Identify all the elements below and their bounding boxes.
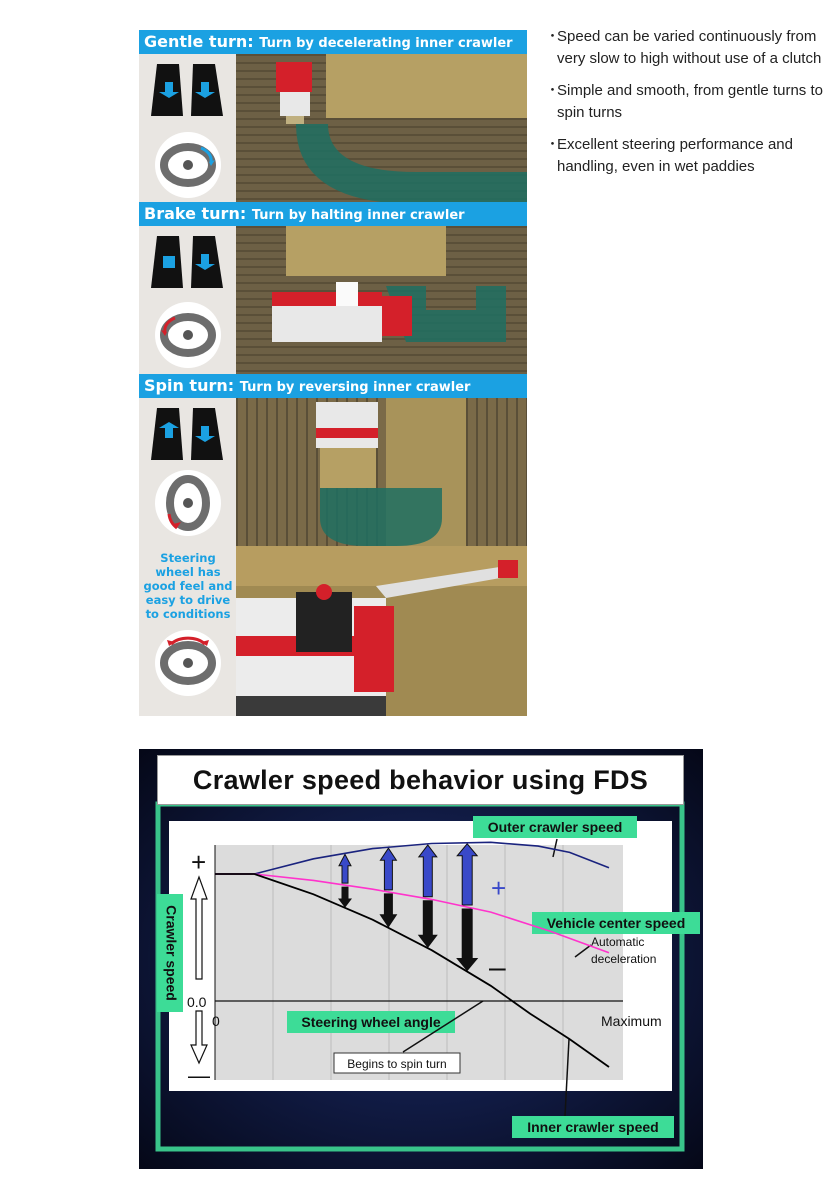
slide-title: Crawler speed behavior using FDS bbox=[192, 765, 649, 795]
spin-turn-subtitle: Turn by reversing inner crawler bbox=[239, 380, 471, 395]
gentle-turn-photo bbox=[236, 54, 527, 202]
y-plus-sign: + bbox=[191, 847, 207, 877]
speed-difference-arrows bbox=[339, 844, 477, 971]
inner-speed-arrow bbox=[339, 887, 351, 907]
feature-list bbox=[543, 26, 833, 188]
xlabel-box bbox=[287, 1011, 455, 1033]
x-origin-label: 0 bbox=[212, 1013, 220, 1029]
y-minus-sign: — bbox=[188, 1063, 210, 1088]
list-item: ・ Simple and smooth, from gentle turns to spin turns bbox=[545, 82, 823, 121]
outer-crawler-line bbox=[215, 842, 609, 874]
chart-series bbox=[215, 842, 609, 1067]
y-zero-label: 0.0 bbox=[187, 994, 207, 1010]
turn-illustration-panel bbox=[139, 30, 527, 716]
spin-turn-header bbox=[139, 374, 527, 398]
center-label-box bbox=[532, 912, 700, 934]
auto-decel-label-line2: deceleration bbox=[591, 952, 657, 966]
y-axis-arrow-icon bbox=[191, 877, 207, 1063]
gentle-turn-subtitle: Turn by decelerating inner crawler bbox=[259, 36, 513, 51]
steering-note: Steering wheel has good feel and easy to drive to conditions bbox=[143, 551, 233, 621]
brake-turn-header bbox=[139, 202, 527, 226]
center-label: Vehicle center speed bbox=[546, 915, 686, 931]
crawler-pair-icon bbox=[149, 406, 227, 462]
inner-speed-arrow bbox=[380, 894, 396, 927]
combine-harvester-photo bbox=[236, 546, 527, 716]
x-axis-label: Steering wheel angle bbox=[301, 1014, 441, 1030]
steering-wheel-icon bbox=[155, 132, 221, 198]
gentle-turn-title: Gentle turn: bbox=[144, 32, 254, 51]
spin-turn-controls bbox=[139, 398, 236, 546]
spin-turn-photo bbox=[236, 398, 527, 546]
outer-speed-arrow bbox=[419, 845, 437, 897]
list-item: ・ Speed can be varied continuously from very slow to high without use of a clutch bbox=[545, 28, 822, 67]
steering-wheel-icon bbox=[155, 630, 221, 696]
outer-speed-arrow bbox=[380, 848, 396, 890]
inner-label: Inner crawler speed bbox=[527, 1119, 659, 1135]
brake-turn-subtitle: Turn by halting inner crawler bbox=[251, 208, 465, 223]
crawler-speed-chart bbox=[139, 749, 703, 1169]
brake-turn-photo bbox=[236, 226, 527, 374]
brake-turn-controls bbox=[139, 226, 236, 374]
inner-speed-arrow bbox=[419, 901, 437, 948]
plot-plus-sign: + bbox=[491, 873, 507, 903]
steering-wheel-icon bbox=[155, 302, 221, 368]
gentle-turn-controls bbox=[139, 54, 236, 202]
outer-speed-arrow bbox=[339, 854, 351, 883]
outer-label: Outer crawler speed bbox=[487, 819, 623, 835]
gentle-turn-header bbox=[139, 30, 527, 54]
x-max-label: Maximum bbox=[601, 1013, 662, 1029]
crawler-pair-icon bbox=[149, 62, 227, 118]
brake-turn-title: Brake turn: bbox=[144, 204, 247, 223]
fds-slide bbox=[139, 749, 703, 1169]
list-item: ・ Excellent steering performance and handling, even in wet paddies bbox=[545, 136, 793, 175]
crawler-pair-icon bbox=[149, 234, 227, 290]
y-label-box bbox=[157, 894, 183, 1012]
spin-turn-title: Spin turn: bbox=[144, 376, 235, 395]
spin-label-box bbox=[334, 1053, 460, 1073]
inner-label-box bbox=[512, 1116, 674, 1138]
plot-minus-sign: – bbox=[489, 951, 506, 984]
outer-speed-arrow bbox=[457, 844, 477, 905]
inner-speed-arrow bbox=[457, 909, 477, 971]
spin-label: Begins to spin turn bbox=[347, 1057, 447, 1071]
y-axis-label: Crawler speed bbox=[163, 905, 180, 1001]
auto-decel-label-line1: Automatic bbox=[591, 935, 645, 949]
outer-label-box bbox=[473, 816, 637, 838]
steering-wheel-icon bbox=[155, 470, 221, 536]
inner-crawler-line bbox=[215, 874, 609, 1067]
